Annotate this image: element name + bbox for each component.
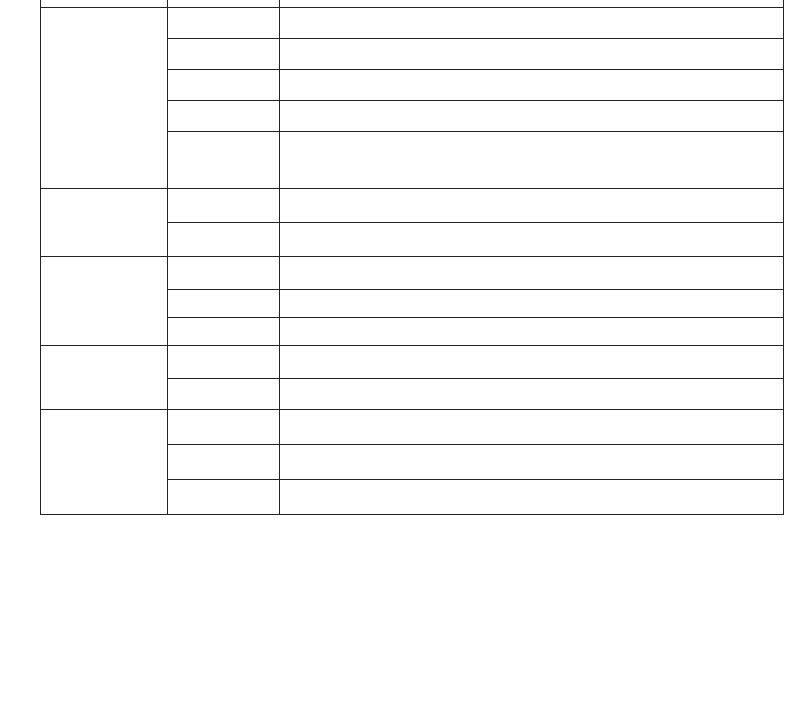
- table-row: [168, 346, 784, 379]
- table-row: [168, 39, 784, 70]
- spec-value: [280, 480, 784, 514]
- spec-rows: [168, 189, 784, 256]
- spec-value: [280, 0, 784, 7]
- table-row: [168, 410, 784, 445]
- spec-rows: [168, 410, 784, 514]
- spec-rows: [168, 0, 784, 7]
- spec-value: [280, 39, 784, 69]
- spec-label: [168, 189, 280, 222]
- category-cell: [40, 346, 168, 409]
- spec-value: [280, 132, 784, 188]
- spec-value: [280, 223, 784, 256]
- spec-label: [168, 379, 280, 409]
- spec-value: [280, 346, 784, 378]
- table-row: [168, 257, 784, 290]
- spec-label: [168, 410, 280, 444]
- category-cell: [40, 8, 168, 188]
- spec-value: [280, 101, 784, 131]
- spec-value: [280, 290, 784, 317]
- spec-label: [168, 223, 280, 256]
- table-row: [168, 223, 784, 256]
- spec-label: [168, 318, 280, 345]
- spec-label: [168, 0, 280, 7]
- spec-value: [280, 410, 784, 444]
- table-row: [168, 379, 784, 409]
- spec-group: [40, 410, 784, 515]
- category-cell: [40, 257, 168, 345]
- spec-rows: [168, 8, 784, 188]
- spec-group: [40, 189, 784, 257]
- spec-label: [168, 70, 280, 100]
- spec-group: [40, 8, 784, 189]
- table-row: [168, 8, 784, 39]
- table-row: [168, 101, 784, 132]
- spec-value: [280, 379, 784, 409]
- table-row: [168, 445, 784, 480]
- category-cell: [40, 410, 168, 514]
- spec-group: [40, 346, 784, 410]
- spec-label: [168, 480, 280, 514]
- table-row: [168, 0, 784, 7]
- spec-label: [168, 290, 280, 317]
- spec-label: [168, 257, 280, 289]
- spec-value: [280, 318, 784, 345]
- table-row: [168, 480, 784, 514]
- spec-group: [40, 257, 784, 346]
- spec-label: [168, 132, 280, 188]
- category-cell: [40, 0, 168, 7]
- spec-value: [280, 257, 784, 289]
- spec-label: [168, 39, 280, 69]
- spec-rows: [168, 257, 784, 345]
- spec-rows: [168, 346, 784, 409]
- spec-value: [280, 70, 784, 100]
- spec-group: [40, 0, 784, 8]
- spec-label: [168, 8, 280, 38]
- spec-label: [168, 346, 280, 378]
- spec-label: [168, 101, 280, 131]
- category-cell: [40, 189, 168, 256]
- table-row: [168, 318, 784, 345]
- table-row: [168, 132, 784, 188]
- spec-label: [168, 445, 280, 479]
- spec-value: [280, 8, 784, 38]
- spec-table: [40, 0, 784, 515]
- table-row: [168, 70, 784, 101]
- spec-value: [280, 445, 784, 479]
- spec-value: [280, 189, 784, 222]
- table-row: [168, 189, 784, 223]
- table-row: [168, 290, 784, 318]
